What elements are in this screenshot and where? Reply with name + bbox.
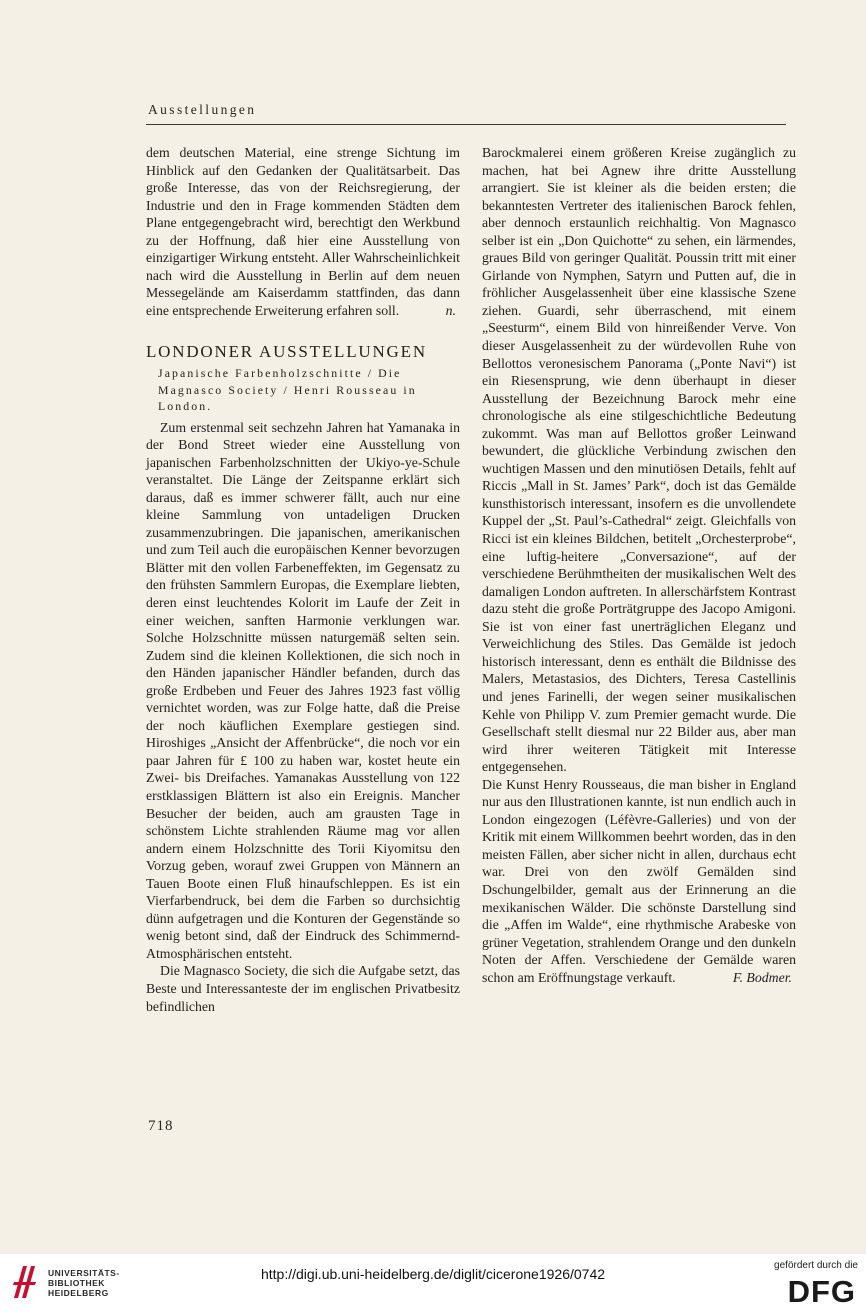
running-header: Ausstellungen	[148, 102, 257, 117]
article-paragraph-text: Die Kunst Henry Rousseaus, die man bisher in England nur aus den Illustrationen kannte, ist nun endlich auch in London eingezogen (Léfèvre-Galleries) und von der Kritik mit einem Willkommen beehrt worden, das in den meisten Fällen, aber sicher nicht in allen, durchaus echt war. Drei von den zwölf Gemälden sind Dschungelbilder, gemalt aus der Erinnerung an die mexikanischen Wälder. Die schönste Darstellung sind die „Affen im Walde“, eine rhythmische Arabeske von grüner Vegetation, strahlendem Orange und den dunkeln Noten der Affen. Verschiedene der Gemälde waren schon am Eröffnungstage verkauft.	[482, 776, 796, 985]
article-paragraph: Die Magnasco Society, die sich die Aufgabe setzt, das Beste und Interessanteste der im englischen Privatbesitz befindlichen	[146, 963, 460, 1014]
article-paragraph	[482, 776, 796, 987]
institution-line: HEIDELBERG	[48, 1288, 109, 1298]
digitization-footer	[0, 1254, 866, 1314]
institution-line: UNIVERSITÄTS-	[48, 1268, 120, 1278]
intro-paragraph-text: dem deutschen Material, eine strenge Sichtung im Hinblick auf den Gedanken der Qualitätsarbeit. Das große Interesse, das von der Reichsregierung, der Industrie und den in Frage kommenden Städten dem Plane entgegengebracht wird, berechtigt den Werkbund zu der Hoffnung, daß hier eine Ausstellung von einzigartiger Wirkung entsteht. Aller Wahrscheinlichkeit nach wird die Ausstellung in Berlin auf dem neuen Messegelände am Kaiserdamm stattfinden, das dann eine entsprechende Erweiterung erfahren soll.	[146, 145, 460, 318]
intro-paragraph	[146, 144, 460, 319]
funding-caption: gefördert durch die	[774, 1260, 858, 1271]
article-paragraph: Zum erstenmal seit sechzehn Jahren hat Yamanaka in der Bond Street wieder eine Ausstellung von japanischen Farbenholzschnitten der Ukiyo-ye-Schule veranstaltet. Die Länge der Zeitspanne erklärt sich daraus, daß es immer schwerer fällt, auch nur eine kleine Sammlung von untadeligen Drucken zusammenzubringen. Die japanischen, amerikanischen und zum Teil auch die europäischen Kenner bevorzugen Blätter mit den vollen Farbeneffekten, im Gegensatz zu den frühsten Sammlern Europas, die Exemplare liebten, deren einst leuchtendes Kolorit im Laufe der Zeit in einer weichen, sanften Harmonie verklungen war. Solche Holzschnitte müssen naturgemäß selten sein. Zudem sind die kleinen Kollektionen, die sich noch in den Händen japanischer Händler befanden, durch das große Erdbeben und Feuer des Jahres 1923 fast völlig vernichtet worden, was zur Folge hatte, daß die Preise der noch käuflichen Exemplare gestiegen sind. Hiroshiges „Ansicht der Affenbrücke“, die noch vor ein paar Jahren für £ 100 zu haben war, kostet heute ein Zwei- bis Dreifaches. Yamanakas Ausstellung von 122 erstklassigen Blättern ist also ein Ereignis. Mancher Besucher der beiden, auch am grausten Tage in schönstem Lichte strahlenden Räume mag vor allen andern einem Holzschnitte des Torii Kiyomitsu den Vorzug geben, worauf zwei Gruppen von Männern an Tauen Boote einen Fluß hinaufschleppen. Es ist ein Vierfarbendruck, bei dem die Farben so durchsichtig dünn aufgetragen und die Konturen der Gegenstände so wenig betont sind, daß der Eindruck des Schimmernd-Atmosphärischen entsteht.	[146, 419, 460, 961]
header-rule	[146, 124, 786, 125]
right-column	[482, 144, 796, 986]
section-title: LONDONER AUSSTELLUNGEN	[146, 342, 427, 362]
author-signature: F. Bodmer.	[732, 969, 792, 985]
section-subtitle: Japanische Farbenholzschnitte / Die Magnasco Society / Henri Rousseau in London.	[158, 366, 417, 414]
page-number: 718	[148, 1118, 174, 1134]
dfg-logo-icon: DFG	[787, 1274, 856, 1309]
article-paragraph: Barockmalerei einem größeren Kreise zugänglich zu machen, hat bei Agnew ihre dritte Ausstellung arrangiert. Sie ist kleiner als die beiden ersten; die bekanntesten Vertreter des italienischen Barock fehlen, aber dennoch erstaunlich reichhaltig. Von Magnasco selber ist ein „Don Quichotte“ zu sehen, ein lärmendes, graues Bild von geringer Qualität. Poussin tritt mit einer Girlande von Nymphen, Satyrn und Putten auf, die in fröhlicher Ausgelassenheit über eine klassische Szene ziehen. Guardi, sehr überraschend, mit einem „Seesturm“, einem Bild von hinreißender Verve. Von dieser Ausgelassenheit zu der würdevollen Ruhe von Bellottos veronesischem Panorama („Ponte Navi“) ist ein Riesensprung, wie denn überhaupt in dieser Ausstellung der Bezeichnung Barock mehr eine chronologische als eine stilgeschichtliche Bedeutung zukommt. Was man auf Bellottos großer Leinwand bewundert, die glückliche Verbindung zwischen den wuchtigen Massen und den minutiösen Details, fehlt auf Riccis „Mall in St. James’ Park“, doch ist das Gemälde kunsthistorisch interessant, insofern es die unvollendete Kuppel der „St. Paul’s-Cathedral“ zeigt. Gleichfalls von Ricci ist ein kleines Bildchen, betitelt „Orchesterprobe“, eine luftig-heitere „Conversazione“, auf der verschiedene Berühmtheiten der musikalischen Welt des damaligen London auftreten. In allerschärfstem Kontrast dazu steht die große Porträtgruppe des Jacopo Amigoni. Sie ist von einer fast unerträglichen Eleganz und Verweichlichung des Stiles. Das Gemälde ist jedoch historisch interessant, denn es enthält die Bildnisse des Malers, Metastasios, des Dichters, Teresa Castellinis und jenes Farinelli, der wegen seiner musikalischen Kehle von Philipp V. zum Premier gemacht wurde. Die Gesellschaft stellt diesmal nur 22 Bilder aus, aber man wird ihrer weiteren Tätigkeit mit Interesse entgegensehen.	[482, 145, 796, 775]
institution-line: BIBLIOTHEK	[48, 1278, 105, 1288]
left-column	[146, 144, 460, 1015]
permalink-url[interactable]: http://digi.ub.uni-heidelberg.de/diglit/cicerone1926/0742	[260, 1266, 606, 1282]
intro-signature: n.	[445, 302, 456, 318]
